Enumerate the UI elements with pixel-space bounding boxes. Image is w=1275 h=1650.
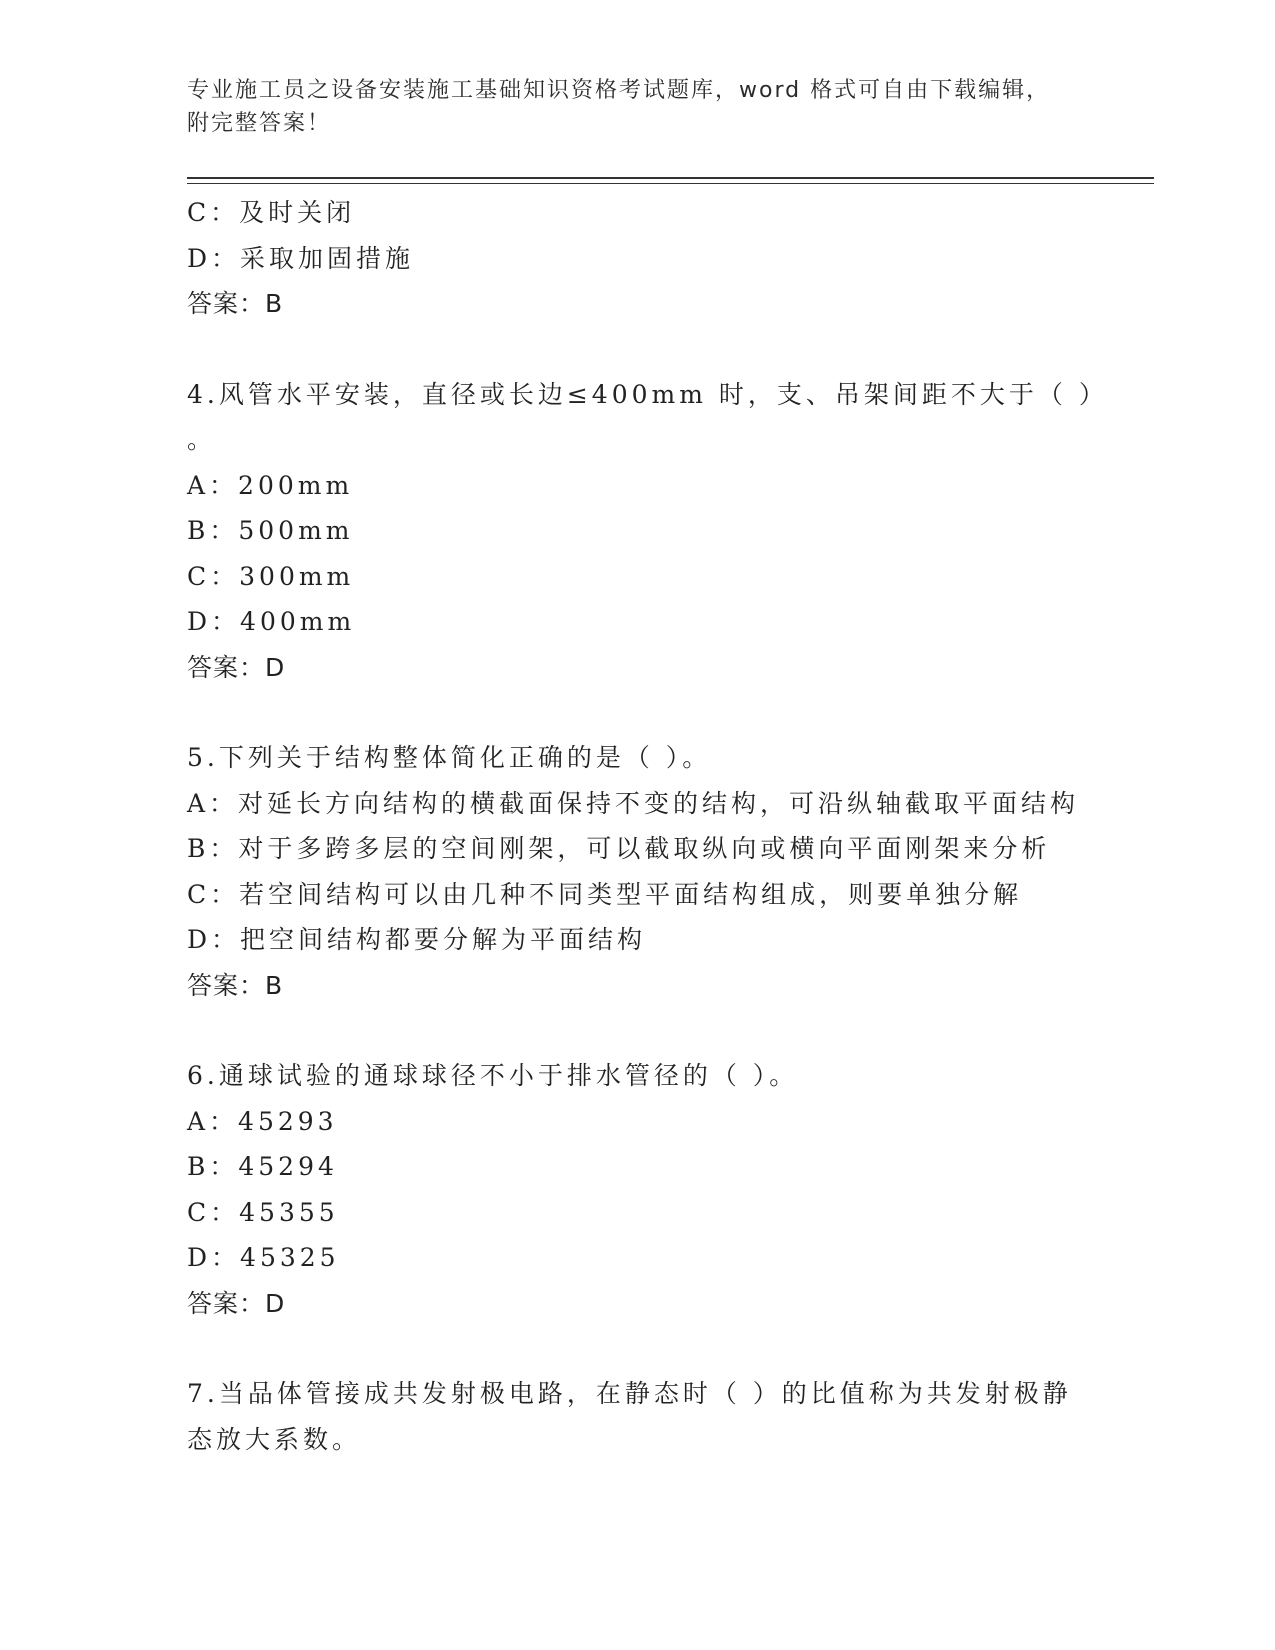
q4-stem-continuation: 。 bbox=[187, 425, 217, 454]
question-list bbox=[187, 190, 1154, 1462]
spacer bbox=[187, 1008, 1154, 1053]
q3-option-d: D：采取加固措施 bbox=[187, 243, 415, 273]
question-6 bbox=[187, 1053, 1154, 1326]
question-3 bbox=[187, 190, 1154, 327]
header-divider-thin bbox=[187, 183, 1154, 184]
q5-option-a: A：对延长方向结构的横截面保持不变的结构，可沿纵轴截取平面结构 bbox=[187, 788, 1080, 818]
q6-option-a: A：45293 bbox=[187, 1106, 338, 1136]
q4-option-c: C：300mm bbox=[187, 561, 355, 591]
q7-stem: 7.当品体管接成共发射极电路，在静态时（ ）的比值称为共发射极静 bbox=[187, 1379, 1072, 1408]
question-5 bbox=[187, 735, 1154, 1008]
q6-stem: 6.通球试验的通球球径不小于排水管径的（ ）。 bbox=[187, 1061, 799, 1090]
q6-option-d: D：45325 bbox=[187, 1243, 340, 1272]
q6-option-c: C：45355 bbox=[187, 1197, 339, 1227]
spacer bbox=[187, 1326, 1154, 1371]
question-4 bbox=[187, 372, 1154, 691]
q6-answer: 答案：D bbox=[187, 1288, 286, 1318]
q4-option-b: B：500mm bbox=[187, 516, 354, 545]
q3-option-c: C：及时关闭 bbox=[187, 198, 356, 227]
document-header bbox=[187, 74, 1087, 140]
q4-option-a: A：200mm bbox=[187, 470, 354, 500]
q4-stem: 4.风管水平安装，直径或长边≤400mm 时，支、吊架间距不大于（ ） bbox=[187, 379, 1108, 409]
q5-stem: 5.下列关于结构整体简化正确的是（ ）。 bbox=[187, 743, 712, 772]
header-title-line-2: 附完整答案！ bbox=[187, 111, 332, 136]
q4-answer: 答案：D bbox=[187, 652, 286, 682]
question-7 bbox=[187, 1371, 1154, 1462]
spacer bbox=[187, 327, 1154, 372]
q4-option-d: D：400mm bbox=[187, 607, 356, 636]
q6-option-b: B：45294 bbox=[187, 1152, 338, 1181]
q5-option-c: C：若空间结构可以由几种不同类型平面结构组成，则要单独分解 bbox=[187, 879, 1023, 909]
q5-option-d: D：把空间结构都要分解为平面结构 bbox=[187, 925, 647, 954]
q7-stem-continuation: 态放大系数。 bbox=[187, 1424, 362, 1454]
header-title-line-1: 专业施工员之设备安装施工基础知识资格考试题库，word 格式可自由下载编辑， bbox=[187, 78, 1051, 103]
q5-answer: 答案：B bbox=[187, 970, 284, 1000]
q3-answer: 答案：B bbox=[187, 289, 284, 318]
q5-option-b: B：对于多跨多层的空间刚架，可以截取纵向或横向平面刚架来分析 bbox=[187, 834, 1051, 863]
header-divider-thick bbox=[187, 177, 1154, 179]
spacer bbox=[187, 690, 1154, 735]
